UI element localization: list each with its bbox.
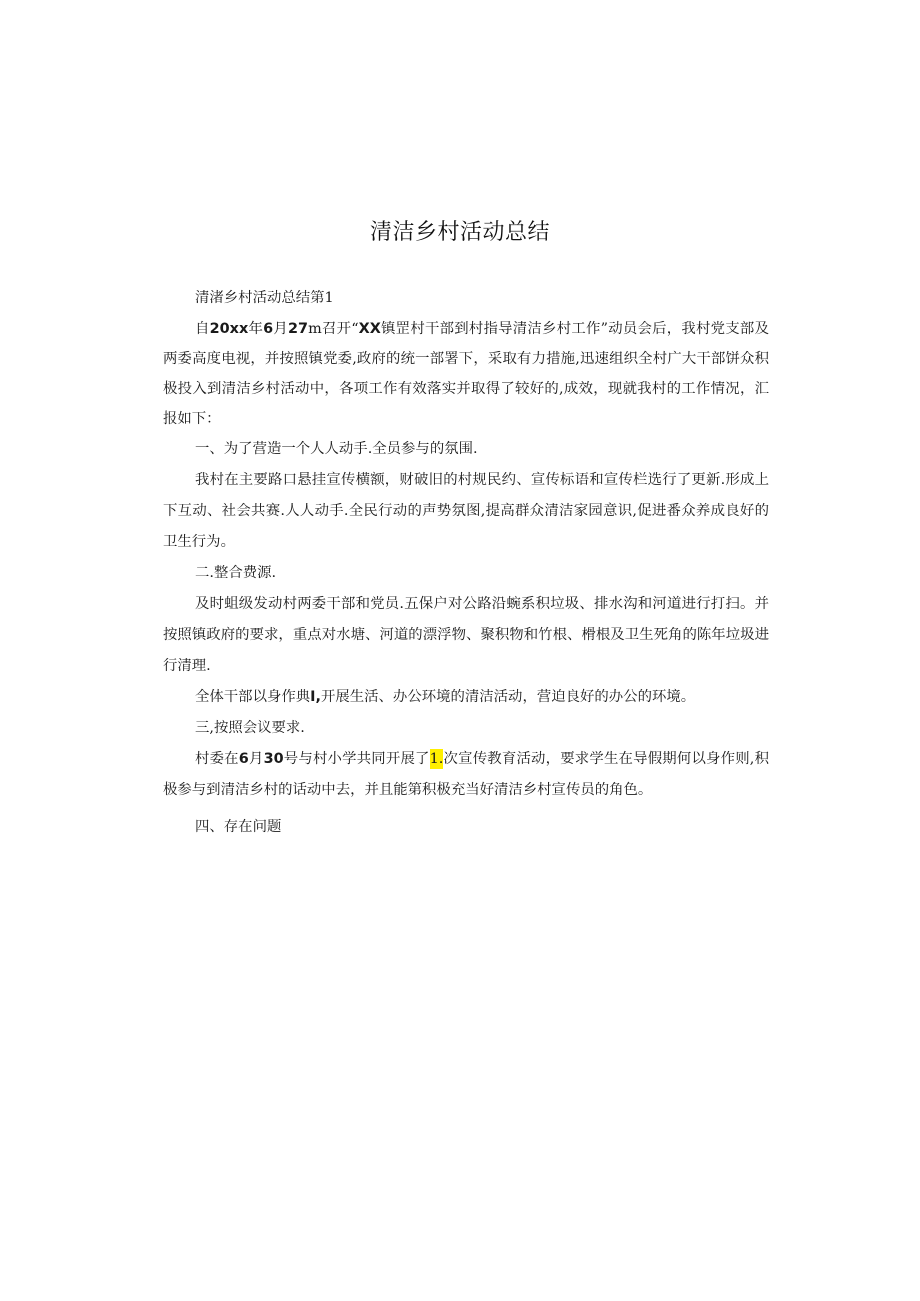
paragraph-2: 我村在主要路口悬挂宣传横额，财破旧的村规民约、宣传标语和宣传栏选行了更新.形成上下互动、社会共赛.人人动手.全民行动的声势氛图,提高群众清洁家园意识,促进番众养成良好的卫生行为。 — [163, 472, 769, 550]
heading-4: 四、存在问题 — [195, 819, 282, 835]
section-heading — [163, 283, 769, 314]
p1-xx: XX — [358, 321, 381, 337]
p5-text-c: 号与村小学共同开展了 — [283, 751, 430, 767]
paragraph-5 — [163, 744, 769, 806]
p4-text-b: 开展生活、办公环境的清洁活动，营迫良好的办公的环境。 — [320, 689, 696, 705]
heading-1: 一、为了营造一个人人动手.全员参与的氛围. — [195, 441, 478, 457]
p5-day: 30 — [263, 751, 284, 767]
p1-month: 6 — [263, 321, 274, 337]
heading-2: 二.整合费源. — [195, 565, 277, 581]
p4-text-a: 全体干部以身作典 — [195, 689, 311, 705]
paragraph-3: 及时蛆级发动村两委干部和党员.五保户对公路沿蜿系积垃圾、排水沟和河道进行打扫。并按照镇政府的要求，重点对水塘、河道的漂浮物、聚积物和竹根、榾根及卫生死角的陈年垃圾进行清理. — [163, 596, 769, 674]
p1-day: 27 — [288, 321, 309, 337]
p5-text-d: 次宣传教育活动，要求学生在导假期何以身作则,积极参与到清洁乡村的话动中去，并且能第积极充当好清洁乡村宣传员的角色。 — [163, 751, 769, 798]
p4-bold: I, — [310, 689, 321, 705]
p5-text-a: 村委在 — [195, 751, 239, 767]
document-title: 清洁乡村活动总结 — [369, 220, 550, 245]
p1-text-c: 月 — [273, 321, 289, 337]
p5-month: 6 — [238, 751, 249, 767]
section-heading-text: 清渚乡村活动总结第1 — [195, 290, 334, 306]
p1-text-a: 自 — [195, 321, 210, 337]
document-body — [163, 283, 769, 843]
paragraph-1 — [163, 314, 769, 434]
p1-text-b: 年 — [248, 321, 264, 337]
heading-3: 三,按照会议要求. — [195, 720, 305, 736]
p5-highlight: 1. — [429, 751, 444, 767]
p1-text-e: m召开“ — [308, 321, 359, 337]
p1-text-f: 镇罡村干部到村指导清洁乡村工作”动员会后，我村党支部及两委高度电视，并按照镇党委,政府的统一部署下，采取有力措施,迅速组织全村广大干部饼众积极投入到清洁乡村活动中，各项工作有效落实并取得了较好的,成效，现就我村的工作情况，汇报如下： — [163, 321, 769, 427]
p5-text-b: 月 — [248, 751, 264, 767]
p1-year: 20xx — [209, 321, 249, 337]
paragraph-4 — [163, 682, 769, 713]
